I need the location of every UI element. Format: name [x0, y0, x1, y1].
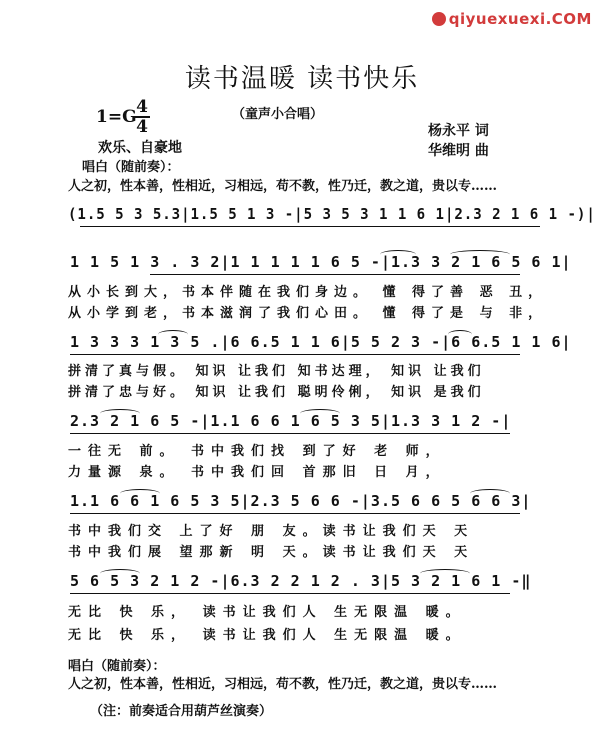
slur-row-6b [420, 569, 470, 578]
key-signature: 1=G [96, 107, 137, 127]
footnote: （注：前奏适合用葫芦丝演奏） [90, 704, 273, 719]
slur-row-6 [100, 569, 140, 578]
underline-row-3 [70, 354, 520, 355]
slur-row-5b [470, 489, 510, 498]
slur-row-2 [380, 250, 416, 259]
notation-row-1: (1.5 5 3 5.3|1.5 5 1 3 -|5 3 5 3 1 1 6 1|2.3 2 1 6 1 -)| [68, 205, 596, 223]
recite-text: 人之初，性本善，性相近，习相远，苟不教，性乃迁，教之道，贵以专…… [68, 179, 498, 194]
slur-row-4 [100, 409, 140, 418]
lyric-row-5-verse-2: 书中我们展 望那新 明 天。读书让我们天 天 [68, 545, 475, 560]
lyric-row-6-verse-1: 无比 快 乐， 读书让我们人 生无限温 暖。 [68, 605, 466, 620]
time-signature: 4 4 [134, 98, 150, 136]
tempo-marking: 欢乐、自豪地 [98, 140, 182, 156]
notation-row-5: 1.1 6 6 1 6 5 3 5|2.3 5 6 6 -|3.5 6 6 5 6 6 3| [70, 492, 532, 510]
lyric-row-5-verse-1: 书中我们交 上了好 朋 友。读书让我们天 天 [68, 524, 475, 539]
lyric-row-2-verse-2: 从小学到老，书本滋润了我们心田。 懂 得了是 与 非， [68, 306, 548, 321]
notation-row-4: 2.3 2 1 6 5 -|1.1 6 6 1 6 5 3 5|1.3 3 1 2 -| [70, 412, 512, 430]
underline-row-2 [150, 274, 520, 275]
notation-row-6: 5 6 5 3 2 1 2 -|6.3 2 2 1 2 . 3|5 3 2 1 6 1 -‖ [70, 572, 532, 590]
slur-row-3 [158, 330, 188, 339]
site-watermark: qiyuexuexi.COM [432, 10, 592, 28]
lyric-row-4-verse-2: 力量源 泉。 书中我们回 首那旧 日 月， [68, 465, 446, 480]
underline-row-4 [70, 433, 510, 434]
lyric-row-4-verse-1: 一往无 前。 书中我们找 到了好 老 师， [68, 444, 446, 459]
slur-row-5 [120, 489, 160, 498]
lyric-row-3-verse-2: 拼清了忠与好。 知识 让我们 聪明伶俐， 知识 是我们 [68, 385, 485, 400]
song-title: 读书温暖 读书快乐 [184, 64, 420, 94]
composer: 华维明 曲 [428, 143, 489, 159]
underline-row-1 [80, 226, 540, 227]
recite-label: 唱白（随前奏）： [82, 160, 180, 175]
underline-row-6 [70, 593, 510, 594]
song-subtitle: （童声小合唱） [232, 107, 324, 122]
logo-icon [432, 12, 446, 26]
lyric-row-2-verse-1: 从小长到大，书本伴随在我们身边。 懂 得了善 恶 丑， [68, 285, 548, 300]
lyric-row-6-verse-2: 无比 快 乐， 读书让我们人 生无限温 暖。 [68, 628, 466, 643]
lyricist: 杨永平 词 [428, 123, 489, 139]
lyric-row-3-verse-1: 拼清了真与假。 知识 让我们 知书达理， 知识 让我们 [68, 364, 485, 379]
notation-row-3: 1 3 3 3 1 3 5 .|6 6.5 1 1 6|5 5 2 3 -|6 6.5 1 1 6| [70, 333, 572, 351]
recite-label-2: 唱白（随前奏）： [68, 659, 166, 674]
slur-row-2b [450, 250, 510, 259]
slur-row-4b [300, 409, 340, 418]
slur-row-3b [448, 330, 472, 339]
notation-row-2: 1 1 5 1 3 . 3 2|1 1 1 1 1 6 5 -|1.3 3 2 1 6 5 6 1| [70, 253, 572, 271]
recite-text-2: 人之初，性本善，性相近，习相远，苟不教，性乃迁，教之道，贵以专…… [68, 677, 498, 692]
underline-row-5 [70, 513, 520, 514]
